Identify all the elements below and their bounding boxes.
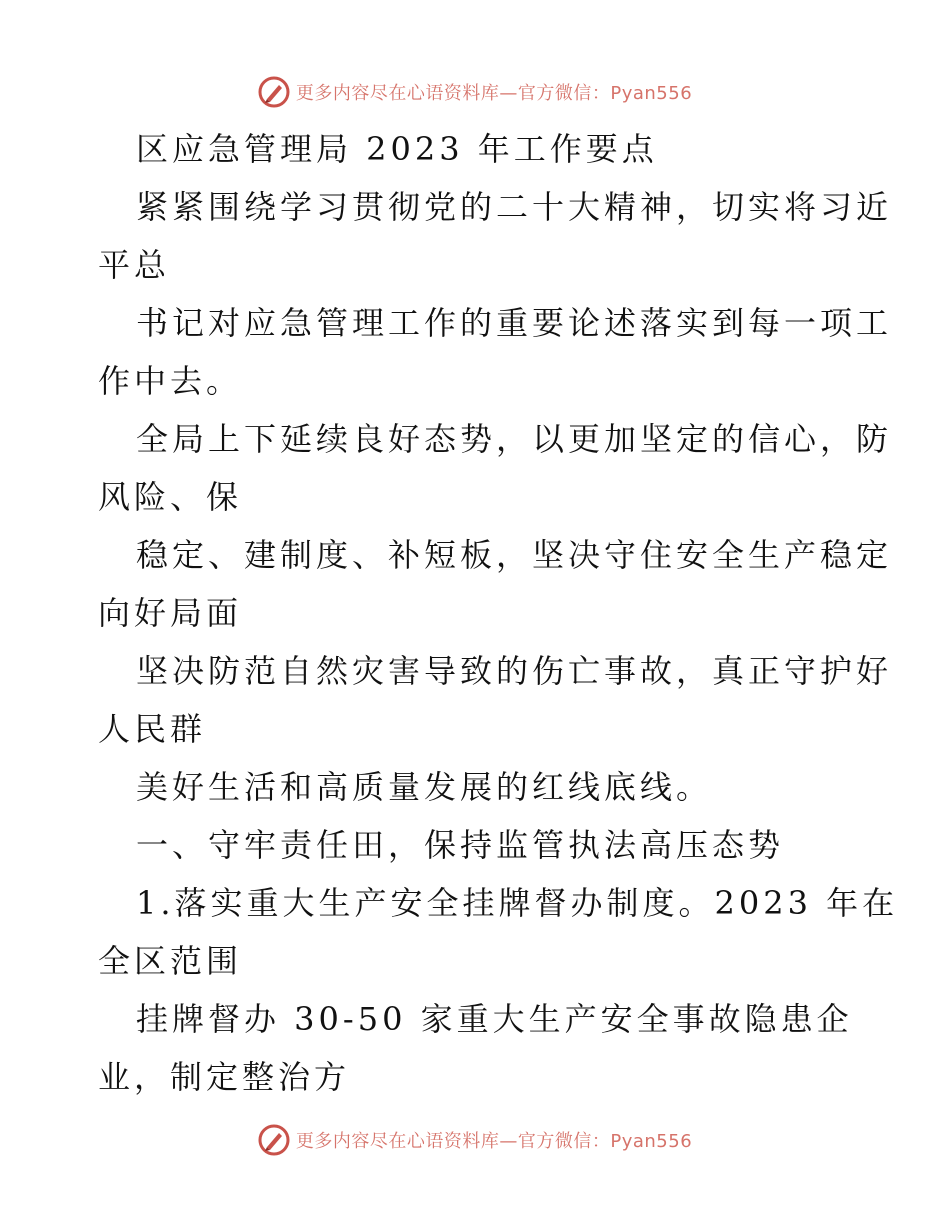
document-title: 区应急管理局 2023 年工作要点: [136, 130, 658, 168]
paragraph-line: 风险、保: [98, 478, 243, 516]
paragraph-line: 紧紧围绕学习贯彻党的二十大精神，切实将习近: [136, 188, 893, 226]
paragraph-line: 坚决防范自然灾害导致的伤亡事故，真正守护好: [136, 652, 893, 690]
footer-watermark: [0, 1120, 950, 1160]
paragraph-line: 稳定、建制度、补短板，坚决守住安全生产稳定: [136, 536, 893, 574]
paragraph-line: 书记对应急管理工作的重要论述落实到每一项工: [136, 304, 893, 342]
pen-logo-icon: [258, 1124, 290, 1156]
paragraph-line: 人民群: [98, 710, 207, 748]
paragraph-line: 业，制定整治方: [98, 1058, 351, 1096]
pen-logo-icon: [258, 76, 290, 108]
paragraph-line: 1.落实重大生产安全挂牌督办制度。2023 年在: [136, 884, 899, 922]
paragraph-line: 挂牌督办 30-50 家重大生产安全事故隐患企: [136, 1000, 853, 1038]
paragraph-line: 向好局面: [98, 594, 243, 632]
section-heading: 一、守牢责任田，保持监管执法高压态势: [136, 826, 785, 864]
document-body: [98, 120, 899, 1106]
watermark-text: 更多内容尽在心语资料库—官方微信：Pyan556: [295, 83, 693, 104]
paragraph-line: 美好生活和高质量发展的红线底线。: [136, 768, 713, 806]
paragraph-line: 平总: [98, 246, 171, 284]
paragraph-line: 全局上下延续良好态势，以更加坚定的信心，防: [136, 420, 893, 458]
paragraph-line: 作中去。: [98, 362, 243, 400]
watermark-text: 更多内容尽在心语资料库—官方微信：Pyan556: [295, 1131, 693, 1152]
paragraph-line: 全区范围: [98, 942, 243, 980]
header-watermark: [0, 72, 950, 112]
